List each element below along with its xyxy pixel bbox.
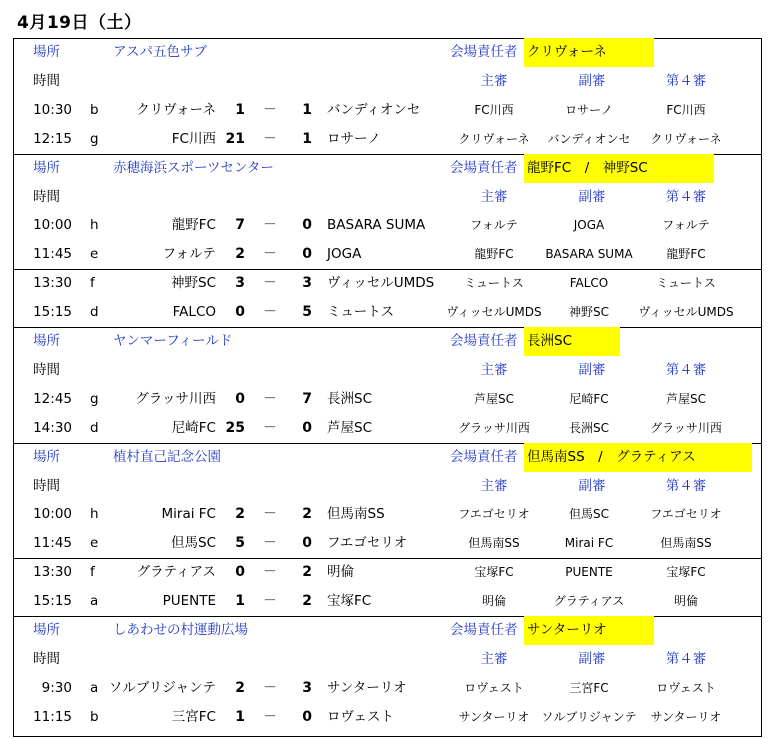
time-label: 時間 (33, 477, 60, 494)
venue-manager: 但馬南SS / グラティアス (527, 448, 696, 465)
place-label: 場所 (33, 448, 60, 465)
referee-sub: FALCO (569, 276, 609, 291)
match-time: 11:45 (33, 535, 72, 552)
referee-fourth: サンターリオ (650, 709, 722, 724)
away-score: 0 (302, 246, 312, 263)
referee-fourth: 明倫 (673, 594, 698, 609)
away-team: 長洲SC (327, 390, 372, 407)
home-score: 0 (235, 390, 245, 407)
away-score: 0 (302, 419, 312, 436)
venue-name: しあわせの村運動広場 (113, 622, 248, 638)
match-group: b (90, 101, 99, 118)
home-score: 21 (225, 130, 245, 147)
away-team: ミュートス (327, 304, 395, 321)
match-row (14, 414, 761, 443)
referee-fourth: フエゴセリオ (650, 507, 722, 522)
referee-fourth: クリヴォーネ (650, 131, 722, 146)
home-team: PUENTE (162, 593, 216, 610)
match-row (14, 269, 761, 298)
home-score: 2 (235, 246, 245, 263)
away-score: 3 (302, 679, 312, 696)
venue-name: アスパ五色サブ (113, 44, 207, 60)
referee-sub-label: 副審 (578, 650, 606, 667)
referee-main: サンターリオ (458, 709, 530, 724)
home-team: FALCO (172, 304, 216, 321)
home-score: 1 (235, 593, 245, 610)
score-separator: － (263, 506, 277, 523)
place-label: 場所 (33, 333, 60, 349)
time-label: 時間 (33, 361, 60, 378)
match-row (14, 703, 761, 732)
referee-fourth: フォルテ (662, 218, 710, 233)
match-group: g (90, 130, 99, 147)
score-separator: － (263, 679, 277, 696)
match-row (14, 529, 761, 558)
match-row (14, 500, 761, 529)
score-separator: － (263, 217, 277, 234)
match-group: e (90, 246, 99, 263)
away-team: 芦屋SC (327, 419, 372, 436)
match-group: h (90, 217, 99, 234)
home-score: 2 (235, 506, 245, 523)
match-time: 15:15 (33, 593, 72, 610)
referee-sub: グラティアス (553, 594, 625, 609)
column-header-row (14, 67, 761, 96)
away-score: 2 (302, 506, 312, 523)
home-team: グラティアス (136, 564, 216, 581)
match-time: 13:30 (33, 564, 72, 581)
away-score: 2 (302, 564, 312, 581)
home-score: 0 (235, 564, 245, 581)
referee-main: フエゴセリオ (458, 507, 530, 522)
home-team: ソルブリジャンテ (108, 679, 216, 696)
match-time: 11:15 (33, 708, 72, 725)
home-score: 1 (235, 708, 245, 725)
manager-label: 会場責任者 (450, 333, 518, 349)
referee-main: ヴィッセルUMDS (446, 305, 542, 320)
referee-sub: 神野SC (569, 305, 609, 320)
away-score: 1 (302, 101, 312, 118)
referee-sub: PUENTE (565, 565, 613, 580)
referee-sub: BASARA SUMA (545, 247, 633, 262)
score-separator: － (263, 275, 277, 292)
referee-fourth-label: 第４審 (665, 650, 707, 667)
referee-fourth-label: 第４審 (665, 361, 707, 378)
referee-fourth: グラッサ川西 (650, 420, 722, 435)
match-time: 10:00 (33, 506, 72, 523)
home-team: グラッサ川西 (135, 390, 216, 407)
match-time: 9:30 (41, 679, 72, 696)
referee-main: 宝塚FC (474, 565, 514, 580)
referee-fourth-label: 第４審 (665, 72, 707, 89)
referee-sub: 三宮FC (569, 680, 609, 695)
referee-sub: 長洲SC (569, 420, 609, 435)
manager-label: 会場責任者 (450, 159, 518, 176)
away-team: 明倫 (327, 564, 354, 581)
referee-main-label: 主審 (480, 650, 508, 667)
home-score: 3 (235, 275, 245, 292)
score-separator: － (263, 593, 277, 610)
referee-fourth: FC川西 (666, 102, 706, 117)
home-score: 0 (235, 304, 245, 321)
match-time: 15:15 (33, 304, 72, 321)
place-label: 場所 (33, 44, 60, 60)
match-row (14, 211, 761, 240)
match-row (14, 558, 761, 587)
venue-manager: サンターリオ (527, 622, 607, 638)
away-team: サンターリオ (327, 679, 407, 696)
match-row (14, 240, 761, 269)
referee-main-label: 主審 (480, 477, 508, 494)
referee-main-label: 主審 (480, 72, 508, 89)
referee-sub-label: 副審 (578, 477, 606, 494)
away-score: 1 (302, 130, 312, 147)
away-team: 宝塚FC (327, 593, 372, 610)
match-row (14, 587, 761, 616)
match-group: e (90, 535, 99, 552)
home-score: 5 (235, 535, 245, 552)
venue-header-row (14, 443, 761, 472)
venue-name: 赤穂海浜スポーツセンター (113, 159, 274, 176)
match-group: a (90, 679, 99, 696)
match-time: 12:15 (33, 130, 72, 147)
match-time: 14:30 (33, 419, 72, 436)
match-group: b (90, 708, 99, 725)
home-score: 1 (235, 101, 245, 118)
referee-sub: 尼崎FC (569, 391, 609, 406)
column-header-row (14, 183, 761, 212)
score-separator: － (263, 246, 277, 263)
place-label: 場所 (33, 159, 60, 176)
match-time: 13:30 (33, 275, 72, 292)
referee-main: 但馬南SS (468, 536, 520, 551)
away-team: BASARA SUMA (327, 217, 426, 234)
referee-sub: 但馬SC (569, 507, 609, 522)
match-group: d (90, 304, 99, 321)
referee-main: 明倫 (481, 594, 506, 609)
referee-main: FC川西 (474, 102, 514, 117)
home-team: FC川西 (171, 130, 216, 147)
match-time: 10:00 (33, 217, 72, 234)
venue-name: 植村直己記念公園 (113, 448, 221, 465)
away-team: ロヴェスト (327, 708, 394, 725)
venue-header-row (14, 616, 761, 645)
referee-fourth-label: 第４審 (665, 188, 707, 205)
away-team: ロサーノ (327, 130, 381, 147)
away-team: フエゴセリオ (327, 535, 408, 552)
referee-main: 芦屋SC (474, 391, 514, 406)
referee-main: クリヴォーネ (458, 131, 530, 146)
manager-label: 会場責任者 (450, 622, 518, 638)
referee-main: ミュートス (464, 276, 524, 291)
away-score: 0 (302, 535, 312, 552)
match-time: 10:30 (33, 101, 72, 118)
referee-main: 龍野FC (474, 247, 514, 262)
match-time: 11:45 (33, 246, 72, 263)
away-score: 3 (302, 275, 312, 292)
score-separator: － (263, 419, 277, 436)
page-title: 4月19日（土） (17, 13, 142, 33)
score-separator: － (263, 535, 277, 552)
referee-fourth-label: 第４審 (665, 477, 707, 494)
referee-fourth: 龍野FC (666, 247, 706, 262)
referee-sub: JOGA (573, 218, 605, 233)
home-team: 三宮FC (171, 708, 216, 725)
referee-main: グラッサ川西 (458, 420, 530, 435)
referee-fourth: ヴィッセルUMDS (638, 305, 734, 320)
match-group: f (90, 275, 95, 292)
score-separator: － (263, 390, 277, 407)
home-team: 龍野FC (171, 217, 216, 234)
away-score: 0 (302, 217, 312, 234)
place-label: 場所 (33, 622, 60, 638)
match-group: g (90, 390, 99, 407)
home-score: 7 (235, 217, 245, 234)
home-team: フォルテ (162, 246, 216, 263)
referee-fourth: 芦屋SC (666, 391, 706, 406)
referee-sub: ロサーノ (565, 102, 613, 117)
away-team: JOGA (327, 246, 362, 263)
column-header-row (14, 645, 761, 674)
venue-manager: 龍野FC / 神野SC (527, 159, 648, 176)
venue-header-row (14, 154, 761, 183)
referee-sub: バンディオンセ (547, 131, 631, 146)
match-group: f (90, 564, 95, 581)
match-row (14, 125, 761, 154)
away-score: 2 (302, 593, 312, 610)
referee-fourth: 宝塚FC (666, 565, 706, 580)
referee-fourth: ミュートス (656, 276, 716, 291)
referee-main-label: 主審 (480, 361, 508, 378)
referee-sub: ソルブリジャンテ (541, 709, 637, 724)
home-team: 尼崎FC (171, 419, 216, 436)
home-score: 25 (225, 419, 245, 436)
score-separator: － (263, 564, 277, 581)
match-group: d (90, 419, 99, 436)
referee-sub: Mirai FC (564, 536, 614, 551)
time-label: 時間 (33, 650, 60, 667)
score-separator: － (263, 130, 277, 147)
match-row (14, 674, 761, 703)
venue-header-row (14, 38, 761, 67)
home-team: 神野SC (171, 275, 216, 292)
referee-sub-label: 副審 (578, 72, 606, 89)
referee-fourth: ロヴェスト (656, 680, 716, 695)
column-header-row (14, 356, 761, 385)
referee-main: ロヴェスト (464, 680, 524, 695)
away-score: 5 (302, 304, 312, 321)
referee-fourth: 但馬南SS (660, 536, 712, 551)
manager-label: 会場責任者 (450, 448, 518, 465)
time-label: 時間 (33, 188, 60, 205)
home-team: クリヴォーネ (136, 101, 216, 118)
venue-manager: 長洲SC (527, 333, 572, 349)
venue-manager: クリヴォーネ (527, 44, 607, 60)
time-label: 時間 (33, 72, 60, 89)
venue-header-row (14, 327, 761, 356)
away-score: 7 (302, 390, 312, 407)
referee-sub-label: 副審 (578, 361, 606, 378)
match-row (14, 298, 761, 327)
away-team: ヴィッセルUMDS (327, 275, 435, 292)
score-separator: － (263, 708, 277, 725)
away-score: 0 (302, 708, 312, 725)
score-separator: － (263, 304, 277, 321)
venue-name: ヤンマーフィールド (113, 333, 233, 349)
match-time: 12:45 (33, 390, 72, 407)
home-team: Mirai FC (161, 506, 216, 523)
score-separator: － (263, 101, 277, 118)
away-team: バンディオンセ (327, 101, 421, 118)
match-row (14, 385, 761, 414)
column-header-row (14, 472, 761, 501)
referee-main: フォルテ (470, 218, 518, 233)
away-team: 但馬南SS (327, 506, 385, 523)
referee-sub-label: 副審 (578, 188, 606, 205)
referee-main-label: 主審 (480, 188, 508, 205)
match-group: a (90, 593, 99, 610)
manager-label: 会場責任者 (450, 44, 518, 60)
match-row (14, 96, 761, 125)
home-score: 2 (235, 679, 245, 696)
match-group: h (90, 506, 99, 523)
home-team: 但馬SC (171, 535, 216, 552)
schedule-table (13, 38, 762, 737)
